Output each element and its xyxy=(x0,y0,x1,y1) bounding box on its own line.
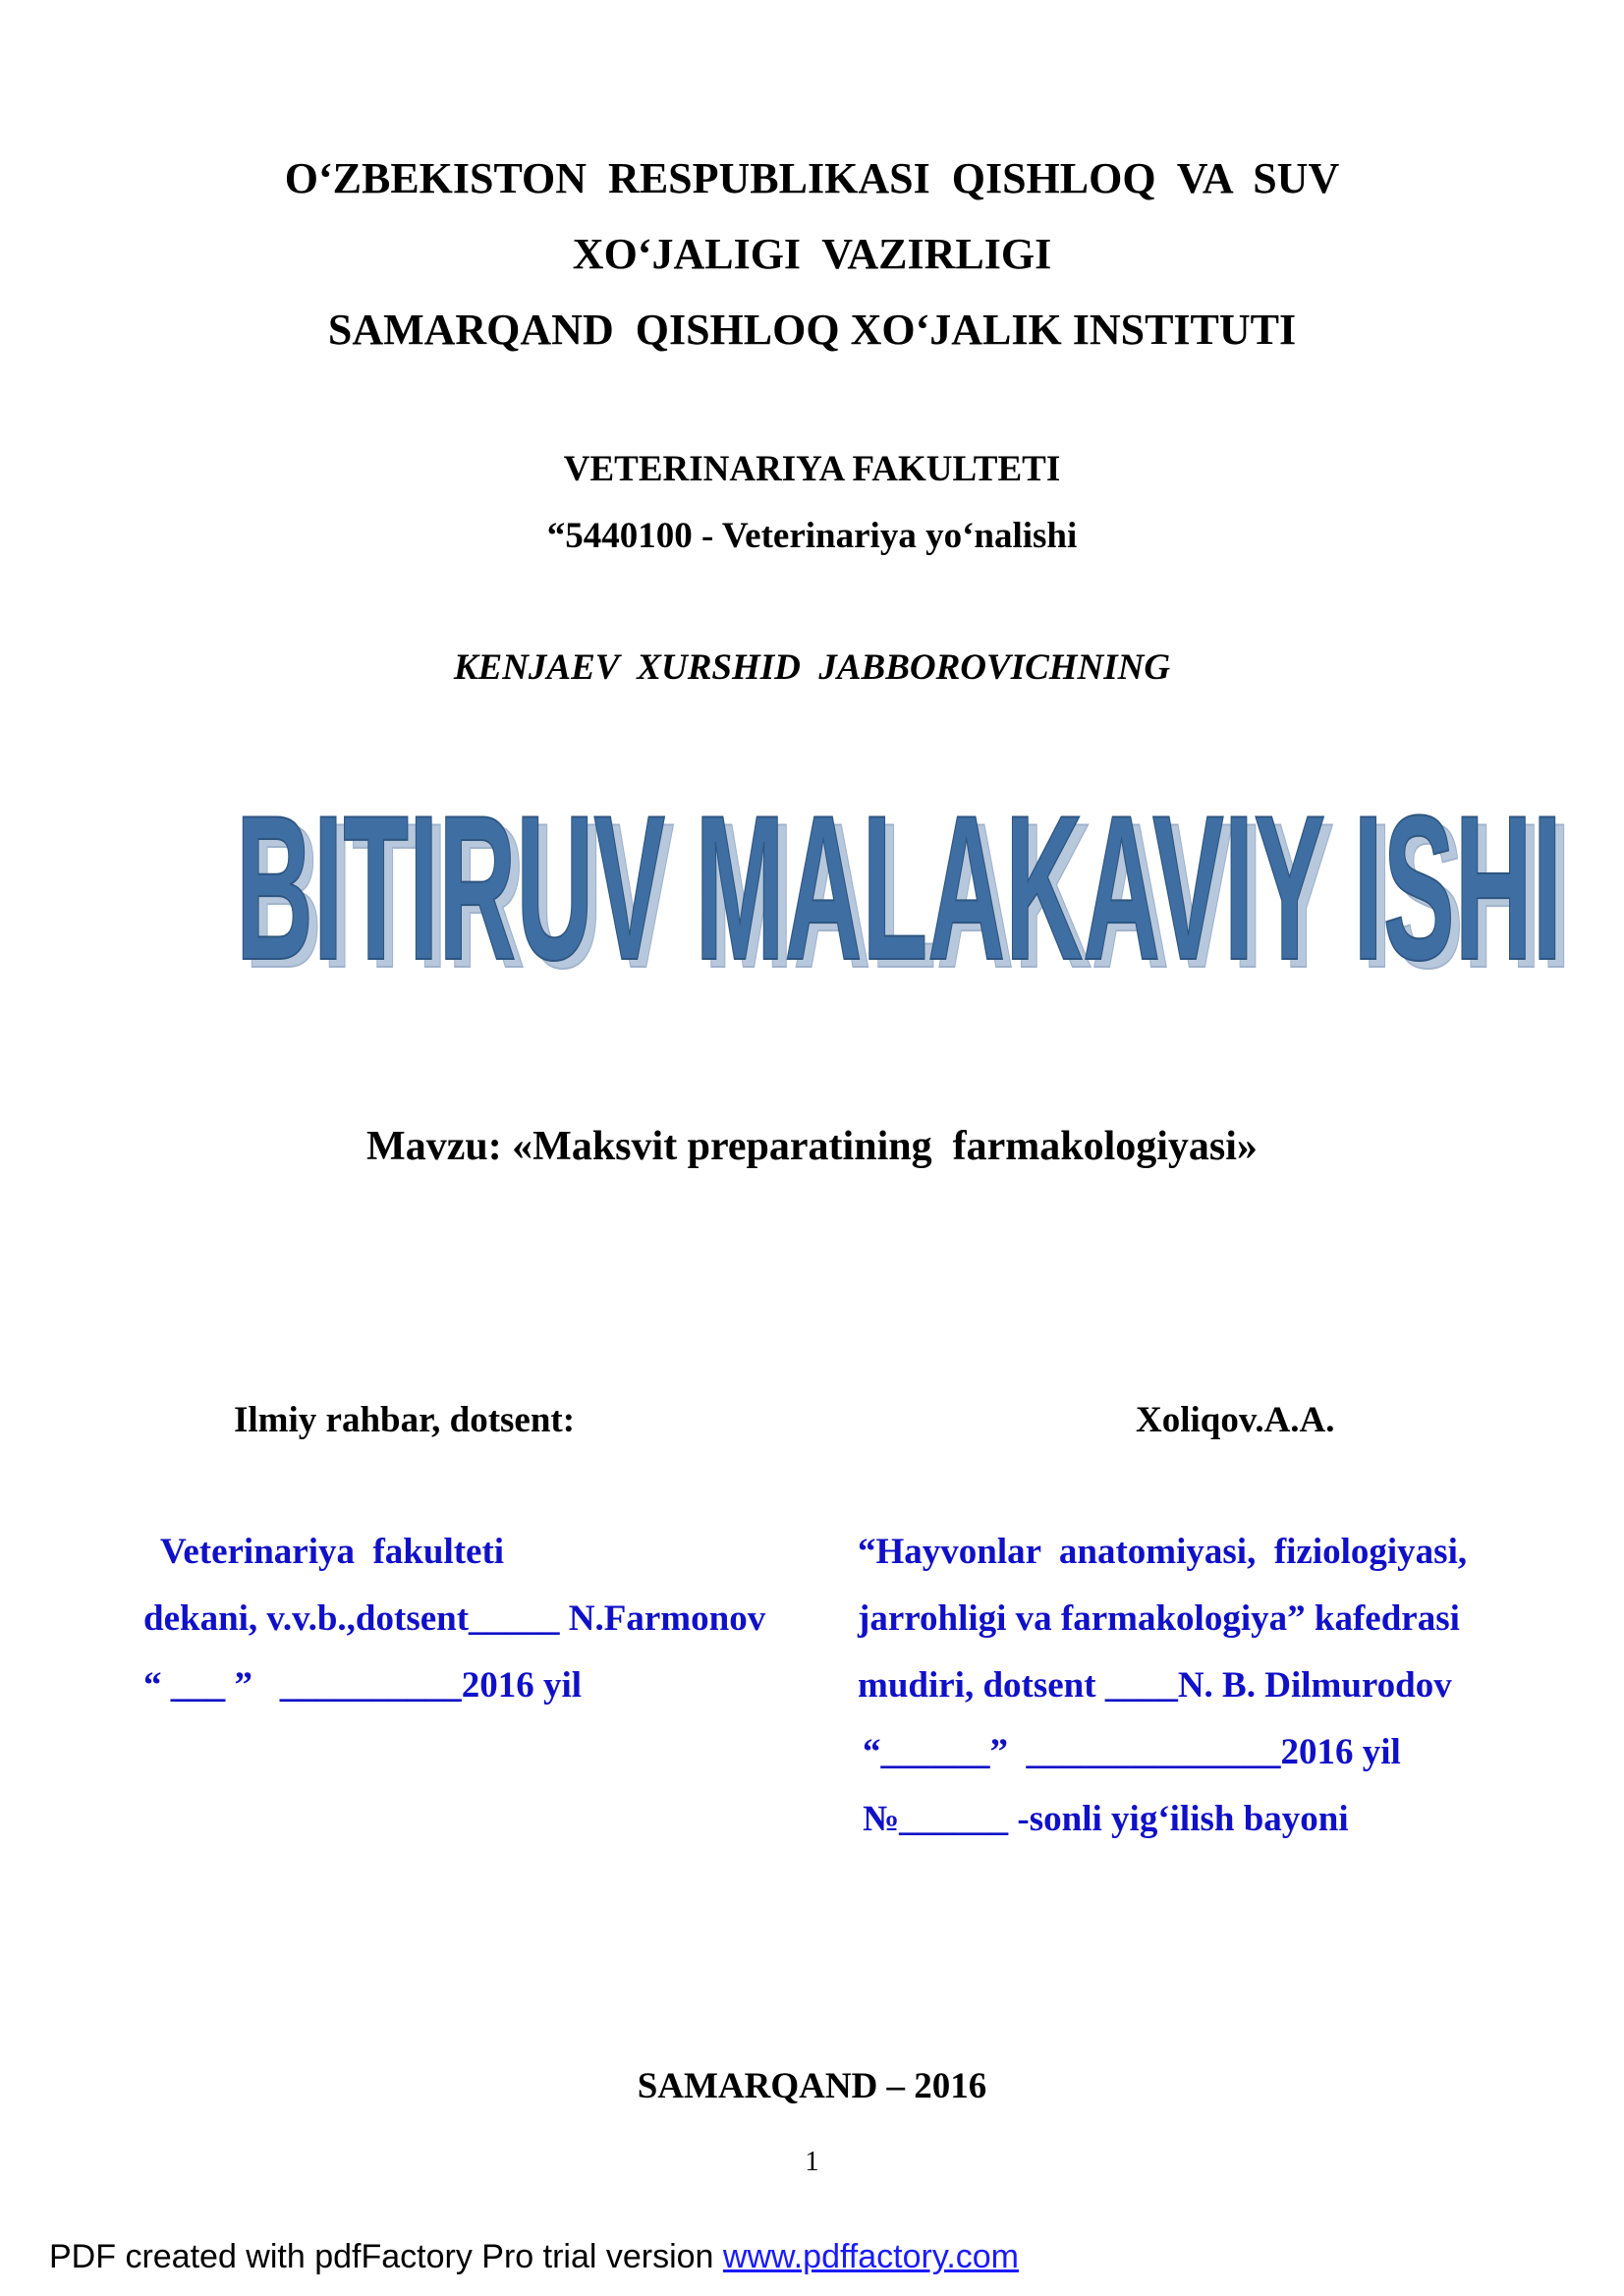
student-name: KENJAEV XURSHID JABBOROVICHNING xyxy=(453,647,1171,688)
dean-block-line-3: “ ___ ” __________2016 yil xyxy=(143,1665,583,1706)
dean-block-line-2: dekani, v.v.b.,dotsent_____ N.Farmonov xyxy=(143,1598,766,1639)
institute-name: SAMARQAND QISHLOQ XO‘JALIK INSTITUTI xyxy=(327,306,1297,354)
department-block-line-5: №______ -sonli yig‘ilish bayoni xyxy=(863,1799,1349,1839)
direction-code: “5440100 - Veterinariya yo‘nalishi xyxy=(546,516,1078,556)
department-block-line-1: “Hayvonlar anatomiyasi, fiziologiyasi, xyxy=(858,1532,1468,1572)
department-block-line-2: jarrohligi va farmakologiya” kafedrasi xyxy=(858,1598,1460,1639)
page-number: 1 xyxy=(805,2146,819,2177)
thesis-title-wordart xyxy=(221,756,1577,1012)
supervisor-name: Xoliqov.A.A. xyxy=(1136,1400,1335,1440)
dean-block-line-1: Veterinariya fakulteti xyxy=(160,1532,505,1572)
title-text: BITIRUV MALAKAVIY ISHI xyxy=(236,772,1562,1003)
pdf-footer xyxy=(49,2238,1019,2276)
footer-prefix: PDF created with pdfFactory Pro trial version xyxy=(49,2238,723,2275)
city-year: SAMARQAND – 2016 xyxy=(637,2066,987,2106)
supervisor-label: Ilmiy rahbar, dotsent: xyxy=(234,1400,576,1440)
ministry-line-1: O‘ZBEKISTON RESPUBLIKASI QISHLOQ VA SUV xyxy=(284,154,1340,202)
department-block-line-4: “______” ______________2016 yil xyxy=(863,1732,1401,1772)
department-block-line-3: mudiri, dotsent ____N. B. Dilmurodov xyxy=(858,1665,1452,1706)
footer-link[interactable]: www.pdffactory.com xyxy=(722,2238,1019,2275)
faculty-name: VETERINARIYA FAKULTETI xyxy=(563,449,1061,489)
title-shadow: BITIRUV MALAKAVIY ISHI xyxy=(245,780,1571,1011)
thesis-topic: Mavzu: «Maksvit preparatining farmakologiyasi» xyxy=(366,1124,1258,1169)
ministry-line-2: XO‘JALIGI VAZIRLIGI xyxy=(572,230,1052,278)
